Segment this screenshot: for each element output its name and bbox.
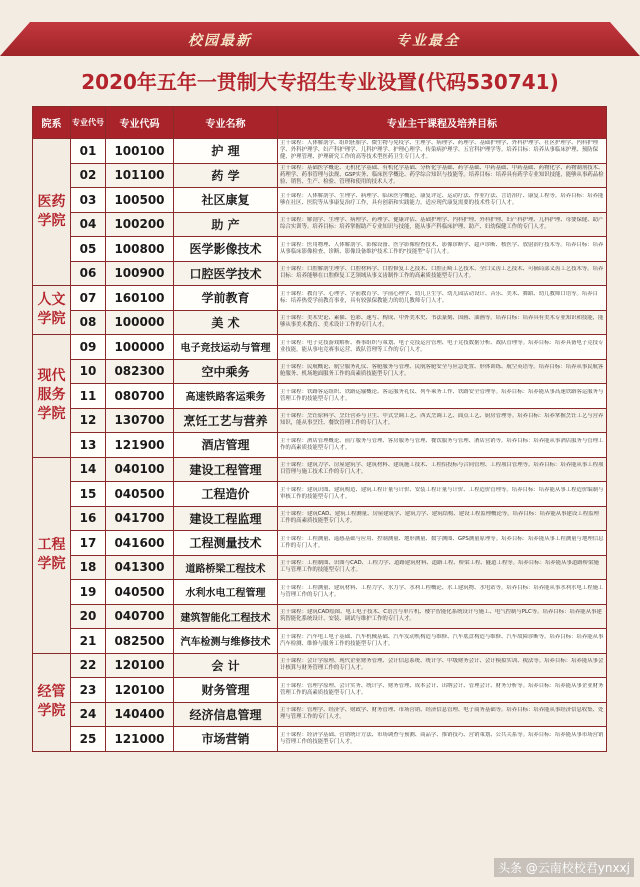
major-code: 130700 [106, 408, 174, 433]
major-num: 05 [71, 237, 106, 262]
dept-cell-engineering: 工程学院 [33, 457, 71, 653]
banner-notch-left [0, 22, 30, 56]
major-num: 22 [71, 653, 106, 678]
major-name: 建筑智能化工程技术 [174, 604, 278, 629]
major-desc: 主干课程：教育学、心理学、学前教育学、学前心理学、幼儿卫生学、幼儿园活动设计、音乐、美术、舞蹈、幼儿教师口语等。培养目标：培养热爱学前教育事业，具有较强保教能力的幼儿教师专门人才。 [280, 290, 599, 304]
major-name: 酒店管理 [174, 433, 278, 458]
major-name: 护 理 [174, 139, 278, 164]
major-desc: 主干课程：管理学、经济学、财政学、财务管理、市场营销、经济信息管理、电子商务基础等。培养目标：培养能从事经济信息收集、处理与管理工作的专门人才。 [280, 707, 604, 721]
major-code: 041300 [106, 555, 174, 580]
major-num: 15 [71, 482, 106, 507]
major-code: 100000 [106, 310, 174, 335]
major-desc: 主干课程：会计学原理、现代企业财务管理、会计信息系统、统计学、中级财务会计、会计模拟实训、税法等。培养目标：培养能从事会计核算与财务管理工作的专门人才。 [280, 658, 604, 672]
table-row [33, 163, 607, 188]
major-num: 23 [71, 678, 106, 703]
major-name: 建设工程管理 [174, 457, 278, 482]
major-code: 041700 [106, 506, 174, 531]
major-code: 040500 [106, 580, 174, 605]
major-code: 041600 [106, 531, 174, 556]
major-num: 14 [71, 457, 106, 482]
major-desc: 主干课程：烹饪原料学、烹饪营养与卫生、中式烹调工艺、西式烹调工艺、面点工艺、厨房管理等。培养目标：培养掌握烹饪工艺与营养知识，能从事烹饪、餐饮管理工作的专门人才。 [280, 413, 604, 427]
major-desc-cell [278, 531, 607, 556]
major-code: 100000 [106, 335, 174, 360]
major-desc-cell [278, 629, 607, 654]
major-code: 100500 [106, 188, 174, 213]
major-desc-cell [278, 580, 607, 605]
major-num: 10 [71, 359, 106, 384]
major-num: 08 [71, 310, 106, 335]
major-desc: 主干课程：工程测量、建筑材料、工程力学、水力学、水利工程概论、水工建筑物、水电站等。培养目标：培养能从事水利水电工程施工与管理工作的专门人才。 [280, 584, 604, 598]
major-name: 烹饪工艺与营养 [174, 408, 278, 433]
major-num: 01 [71, 139, 106, 164]
major-desc: 主干课程：民航概论、航空服务礼仪、客舱服务与管理、民航客舱安全与应急处置、形体训练、航空英语等。培养目标：培养从事民航客舱服务、机场地面服务工作的高素质技能型专门人才。 [280, 364, 604, 378]
major-name: 药 学 [174, 163, 278, 188]
major-desc: 主干课程：建筑CAD、建筑工程测量、房屋建筑学、建筑力学、建筑结构、建设工程监理概论等。培养目标：培养能从事建设工程监理工作的高素质技能型专门人才。 [280, 511, 599, 525]
col-header-name: 专业名称 [174, 107, 278, 139]
table-row [33, 604, 607, 629]
major-desc: 主干课程：工程制图、识图与CAD、工程力学、道路建筑材料、道路工程、桥梁工程、隧道工程等。培养目标：培养能从事道路桥梁施工与管理工作的技能型专门人才。 [280, 560, 599, 574]
major-code: 040100 [106, 457, 174, 482]
major-name: 高速铁路客运乘务 [174, 384, 278, 409]
major-name: 会 计 [174, 653, 278, 678]
major-name: 建设工程监理 [174, 506, 278, 531]
major-desc: 主干课程：建筑力学、房屋建筑学、建筑材料、建筑施工技术、工程招投标与合同管理、工程项目管理等。培养目标：培养能从事工程项目管理与施工技术工作的专门人才。 [280, 462, 604, 476]
major-desc-cell [278, 457, 607, 482]
banner-notch-right [610, 22, 640, 56]
table-row [33, 531, 607, 556]
major-desc-cell [278, 702, 607, 727]
major-name: 经济信息管理 [174, 702, 278, 727]
major-desc-cell [278, 506, 607, 531]
major-code: 160100 [106, 286, 174, 311]
table-row [33, 433, 607, 458]
major-code: 040700 [106, 604, 174, 629]
major-desc: 主干课程：经济学基础、营销统计方法、市场调查与预测、商品学、推销技巧、营销策划、公共关系等。培养目标：培养能从事市场营销与管理工作的技能型专门人才。 [280, 731, 604, 745]
major-code: 101100 [106, 163, 174, 188]
major-desc-cell [278, 139, 607, 164]
major-num: 18 [71, 555, 106, 580]
major-desc: 主干课程：人体解剖学、组织胚胎学、微生物与免疫学、生理学、病理学、药理学、基础护理学、外科护理学、社区护理学、内科护理学、外科护理学、妇产科护理学、儿科护理学、护理心理学、传染病护理学、五官科护理学等。培养目标：培养从事临床护理、预防保健、护理管理、护理研究工作的高等技术型医药卫生专门人才。 [280, 140, 599, 161]
major-desc: 主干课程：汽车电工电子基础、汽车机械基础、汽车发动机构造与维修、汽车底盘构造与维修、汽车故障诊断等。培养目标：培养能从事汽车检测、维修与服务工作的技能型专门人才。 [280, 633, 604, 647]
major-code: 121000 [106, 727, 174, 752]
major-name: 学前教育 [174, 286, 278, 311]
col-header-desc: 专业主干课程及培养目标 [278, 107, 607, 139]
table-row [33, 678, 607, 703]
col-header-code: 专业代码 [106, 107, 174, 139]
major-code: 100100 [106, 139, 174, 164]
major-num: 03 [71, 188, 106, 213]
major-desc-cell [278, 555, 607, 580]
table-row [33, 286, 607, 311]
major-name: 助 产 [174, 212, 278, 237]
major-desc-cell [278, 678, 607, 703]
major-code: 120100 [106, 678, 174, 703]
major-desc: 主干课程：医用物理、人体解剖学、影像设备、医学影像检查技术、影像诊断学、超声诊断、核医学、放射治疗技术等。培养目标：培养从事临床影像检查、诊断、影像设备维护技术工作的"技能型"专门人才。 [280, 241, 604, 255]
major-desc-cell [278, 727, 607, 752]
table-body [33, 139, 607, 752]
major-desc-cell [278, 335, 607, 360]
major-desc-cell [278, 482, 607, 507]
major-desc-cell [278, 408, 607, 433]
major-desc-cell [278, 286, 607, 311]
table-row [33, 580, 607, 605]
major-desc: 主干课程：电子竞技游戏解析、赛事组织与策划、电子竞技运营管理、电子竞技数据分析、战队管理等。培养目标：培养具备电子竞技专业技能，能从事电竞赛事运营、战队管理等工作的专门人才。 [280, 339, 604, 353]
major-desc: 主干课程：解剖学、生理学、病理学、药理学、健康评估、基础护理学、内科护理、外科护理、妇产科护理、儿科护理、母婴保健、助产综合实训等。培养目标：培养掌握助产专业知识与技能，能从事产科临床护理、助产、妇幼保健工作的专门人才。 [280, 217, 604, 231]
major-desc: 主干课程：口腔解剖生理学、口腔材料学、口腔修复工艺技术、口腔正畸工艺技术、全口义齿工艺技术、可摘局部义齿工艺技术等。培养目标：培养能够在口腔修复工艺领域从事义齿制作工作的高素质技能型专门人才。 [280, 266, 604, 280]
table-row [33, 727, 607, 752]
major-num: 25 [71, 727, 106, 752]
major-name: 工程测量技术 [174, 531, 278, 556]
major-desc: 主干课程：人体解剖学、生理学、病理学、临床医学概论、康复评定、运动疗法、作业疗法、言语治疗、康复工程等。培养目标：培养能够在社区、医院等从事康复治疗工作，具有创新和实践能力，适应现代康复需要的技术性专门人才。 [280, 192, 604, 206]
major-desc: 主干课程：建筑识图、建筑构造、建筑工程计量与计价、安装工程计量与计价、工程造价管理等。培养目标：培养能从事工程造价编制与审核工作的技能型专门人才。 [280, 486, 604, 500]
major-num: 04 [71, 212, 106, 237]
table-row [33, 310, 607, 335]
major-desc-cell [278, 433, 607, 458]
banner-left-text: 校园最新 [188, 33, 252, 49]
major-num: 09 [71, 335, 106, 360]
major-num: 20 [71, 604, 106, 629]
major-num: 13 [71, 433, 106, 458]
dept-cell-humanities: 人文学院 [33, 286, 71, 335]
major-num: 19 [71, 580, 106, 605]
major-desc-cell [278, 604, 607, 629]
major-code: 100800 [106, 237, 174, 262]
table-row [33, 408, 607, 433]
major-num: 02 [71, 163, 106, 188]
major-num: 21 [71, 629, 106, 654]
table-row [33, 261, 607, 286]
major-name: 社区康复 [174, 188, 278, 213]
major-table [32, 106, 607, 752]
major-desc-cell [278, 261, 607, 286]
table-row [33, 702, 607, 727]
major-desc-cell [278, 310, 607, 335]
major-num: 12 [71, 408, 106, 433]
major-desc-cell [278, 359, 607, 384]
major-code: 082500 [106, 629, 174, 654]
table-row [33, 457, 607, 482]
table-row [33, 335, 607, 360]
dept-cell-medical: 医药学院 [33, 139, 71, 286]
major-num: 17 [71, 531, 106, 556]
major-desc-cell [278, 653, 607, 678]
major-name: 工程造价 [174, 482, 278, 507]
major-num: 06 [71, 261, 106, 286]
major-desc: 主干课程：基础医学概论、无机化学基础、有机化学基础、分析化学基础、药学基础、中药基础、中药基础、药物化学、药物制剂技术、药理学、药事管理与法规、GSP实务、临床医学概论、药学综合知识与技能等。培养目标：培养具有药学专业知识技能，能够从事药品检验、销售、生产、检验、管理和使用的技术人才。 [280, 164, 604, 185]
major-desc: 主干课程：酒店管理概论、前厅服务与管理、客房服务与管理、餐饮服务与管理、酒店营销等。培养目标：培养能从事酒店服务与管理工作的高素质技能型专门人才。 [280, 437, 604, 451]
table-row [33, 359, 607, 384]
col-header-dept: 院系 [33, 107, 71, 139]
major-num: 24 [71, 702, 106, 727]
dept-cell-service: 现代服务学院 [33, 335, 71, 458]
major-name: 口腔医学技术 [174, 261, 278, 286]
table-row [33, 139, 607, 164]
major-num: 11 [71, 384, 106, 409]
major-desc: 主干课程：管理学原理、会计实务、统计学、财务管理、成本会计、出纳会计、管理会计、财务分析等。培养目标：培养能从事企业财务管理工作的高素质技能型专门人才。 [280, 682, 604, 696]
major-desc-cell [278, 212, 607, 237]
major-desc-cell [278, 163, 607, 188]
major-code: 040500 [106, 482, 174, 507]
major-code: 140400 [106, 702, 174, 727]
table-row [33, 384, 607, 409]
major-name: 电子竞技运动与管理 [174, 335, 278, 360]
major-desc: 主干课程：铁路客运组织、铁路运输概论、客运服务礼仪、列车乘务工作、铁路安全管理等。培养目标：培养能从事高速铁路客运服务与管理工作的技能型专门人才。 [280, 388, 604, 402]
page-title: 2020年五年一贯制大专招生专业设置(代码530741) [81, 70, 559, 94]
table-row [33, 555, 607, 580]
dept-cell-management: 经管学院 [33, 653, 71, 751]
major-code: 080700 [106, 384, 174, 409]
table-row [33, 653, 607, 678]
major-name: 医学影像技术 [174, 237, 278, 262]
table-row [33, 506, 607, 531]
major-name: 美 术 [174, 310, 278, 335]
major-desc-cell [278, 384, 607, 409]
table-row [33, 237, 607, 262]
watermark: 头条 @云南校校君ynxxj [494, 858, 634, 877]
major-desc-cell [278, 188, 607, 213]
major-num: 07 [71, 286, 106, 311]
major-name: 汽车检测与维修技术 [174, 629, 278, 654]
major-name: 市场营销 [174, 727, 278, 752]
table-row [33, 212, 607, 237]
major-desc: 主干课程：建筑CAD绘图、电工电子技术、C语言与单片机、楼宇智能化系统设计与施工、电气控制与PLC等。培养目标：培养能从事建筑智能化系统设计、安装、调试与维护工作的专门人才。 [280, 609, 602, 623]
table-row [33, 188, 607, 213]
header-banner [0, 22, 640, 56]
major-desc: 主干课程：工程测量、遥感基础与应用、控制测量、地形测量、数字测图、GPS测量原理等。培养目标：培养能从事工程测量与地理信息工作的专门人才。 [280, 535, 604, 549]
table-row [33, 482, 607, 507]
major-name: 道路桥梁工程技术 [174, 555, 278, 580]
major-desc: 主干课程：美术史论、素描、色彩、速写、构成、中外美术史、书法篆刻、国画、油画等。培养目标：培养具有美术专业知识和技能，能够从事美术教育、美术设计工作的专门人才。 [280, 315, 604, 329]
major-name: 空中乘务 [174, 359, 278, 384]
major-code: 121900 [106, 433, 174, 458]
major-num: 16 [71, 506, 106, 531]
banner-right-text: 专业最全 [396, 33, 460, 49]
col-header-num: 专业代号 [71, 107, 106, 139]
major-code: 082300 [106, 359, 174, 384]
major-code: 120100 [106, 653, 174, 678]
major-name: 财务管理 [174, 678, 278, 703]
major-desc-cell [278, 237, 607, 262]
major-code: 100900 [106, 261, 174, 286]
table-row [33, 629, 607, 654]
major-code: 100200 [106, 212, 174, 237]
major-name: 水利水电工程管理 [174, 580, 278, 605]
